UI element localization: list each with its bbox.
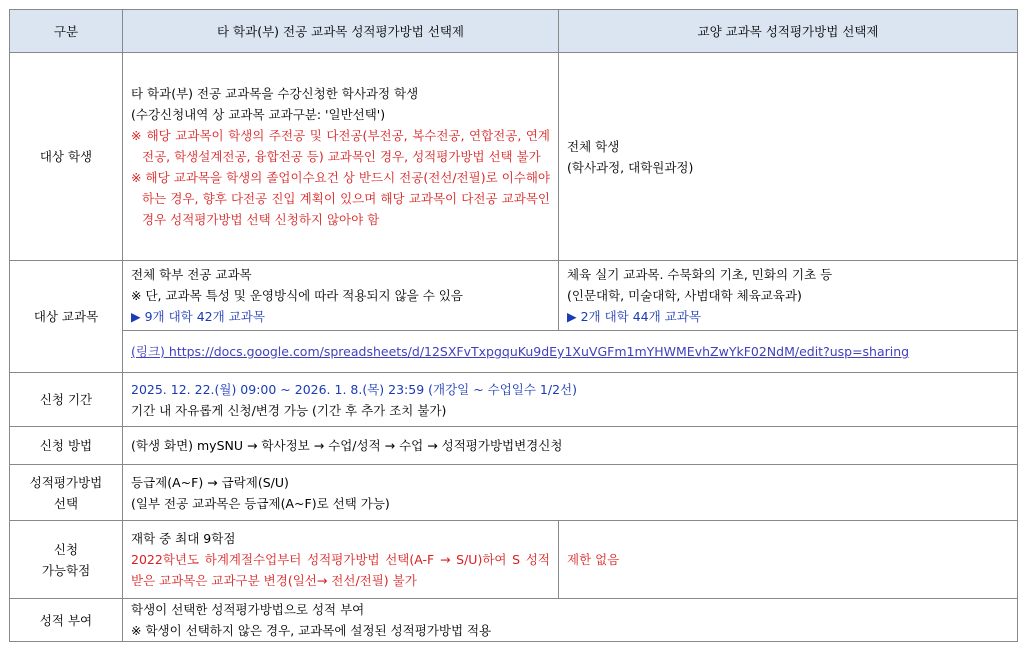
label-credits — [10, 521, 123, 599]
target-students-major — [123, 53, 559, 261]
row-period — [10, 373, 1018, 427]
row-selection — [10, 465, 1018, 521]
target-courses-major-line2: ※ 단, 교과목 특성 및 운영방식에 따라 적용되지 않을 수 있음 — [131, 288, 463, 303]
credits-major-line1: 재학 중 최대 9학점 — [131, 531, 236, 546]
target-courses-general-line2: (인문대학, 미술대학, 사범대학 체육교육과) — [567, 288, 802, 303]
grading-line2: ※ 학생이 선택하지 않은 경우, 교과목에 설정된 성적평가방법 적용 — [131, 623, 492, 638]
target-courses-major — [123, 261, 559, 331]
target-students-general-line1: 전체 학생 — [567, 138, 620, 154]
spreadsheet-link[interactable]: https://docs.google.com/spreadsheets/d/12SXFvTxpgquKu9dEy1XuVGFm1mYHWMEvhZwYkF02NdM/edit?usp=sharing — [168, 344, 910, 359]
grading-line1: 학생이 선택한 성적평가방법으로 성적 부여 — [131, 602, 365, 617]
label-selection-line1: 성적평가방법 — [29, 474, 103, 490]
target-students-general — [559, 53, 1018, 261]
target-courses-major-line1: 전체 학부 전공 교과목 — [131, 267, 252, 282]
target-students-major-line2: (수강신청내역 상 교과목 교과구분: '일반선택') — [131, 107, 386, 122]
period-line2: 기간 내 자유롭게 신청/변경 가능 (기간 후 추가 조치 불가) — [131, 402, 447, 418]
target-students-major-note2: ※ 해당 교과목을 학생의 졸업이수요건 상 반드시 전공(전선/전필)로 이수해야 하는 경우, 향후 다전공 진입 계획이 있으며 해당 교과목이 다전공 교과목인 경우 성적평가방법 선택 신청하지 않아야 함 — [131, 170, 550, 227]
selection-content — [123, 465, 1018, 521]
label-selection-line2: 선택 — [53, 495, 79, 511]
link-prefix: (링크) — [131, 344, 169, 359]
label-target-students: 대상 학생 — [10, 53, 123, 261]
target-courses-link-cell — [123, 331, 1018, 373]
credits-general: 제한 없음 — [559, 521, 1018, 599]
credits-major — [123, 521, 559, 599]
period-line1: 2025. 12. 22.(월) 09:00 ~ 2026. 1. 8.(목) 23:59 (개강일 ~ 수업일수 1/2선) — [131, 381, 577, 397]
header-category: 구분 — [10, 10, 123, 53]
label-target-courses: 대상 교과목 — [10, 261, 123, 373]
row-target-courses-link — [10, 331, 1018, 373]
row-method — [10, 427, 1018, 465]
target-students-major-note1: ※ 해당 교과목이 학생의 주전공 및 다전공(부전공, 복수전공, 연합전공, 연계전공, 학생설계전공, 융합전공 등) 교과목인 경우, 성적평가방법 선택 불가 — [131, 128, 550, 164]
row-target-courses — [10, 261, 1018, 331]
selection-line1: 등급제(A~F) → 급락제(S/U) — [131, 474, 289, 490]
target-courses-general-count: ▶ 2개 대학 44개 교과목 — [567, 309, 701, 324]
target-students-general-line2: (학사과정, 대학원과정) — [567, 159, 694, 175]
policy-table — [9, 9, 1018, 642]
header-general: 교양 교과목 성적평가방법 선택제 — [559, 10, 1018, 53]
grading-content — [123, 599, 1018, 642]
row-credits — [10, 521, 1018, 599]
header-major: 타 학과(부) 전공 교과목 성적평가방법 선택제 — [123, 10, 559, 53]
row-grading — [10, 599, 1018, 642]
target-students-major-line1: 타 학과(부) 전공 교과목을 수강신청한 학사과정 학생 — [131, 86, 419, 101]
header-row — [10, 10, 1018, 53]
label-method: 신청 방법 — [10, 427, 123, 465]
credits-major-note: 2022학년도 하계계절수업부터 성적평가방법 선택(A-F → S/U)하여 S 성적 받은 교과목은 교과구분 변경(일선→ 전선/전필) 불가 — [131, 552, 550, 588]
target-courses-major-count: ▶ 9개 대학 42개 교과목 — [131, 309, 265, 324]
label-selection — [10, 465, 123, 521]
target-courses-general — [559, 261, 1018, 331]
method-text: (학생 화면) mySNU → 학사정보 → 수업/성적 → 수업 → 성적평가방법변경신청 — [123, 427, 1018, 465]
row-target-students — [10, 53, 1018, 261]
label-credits-line1: 신청 — [53, 541, 79, 557]
period-content — [123, 373, 1018, 427]
label-period: 신청 기간 — [10, 373, 123, 427]
target-courses-general-line1: 체육 실기 교과목. 수묵화의 기초, 민화의 기초 등 — [567, 267, 833, 282]
selection-line2: (일부 전공 교과목은 등급제(A~F)로 선택 가능) — [131, 495, 390, 511]
label-credits-line2: 가능학점 — [41, 562, 91, 578]
label-grading: 성적 부여 — [10, 599, 123, 642]
